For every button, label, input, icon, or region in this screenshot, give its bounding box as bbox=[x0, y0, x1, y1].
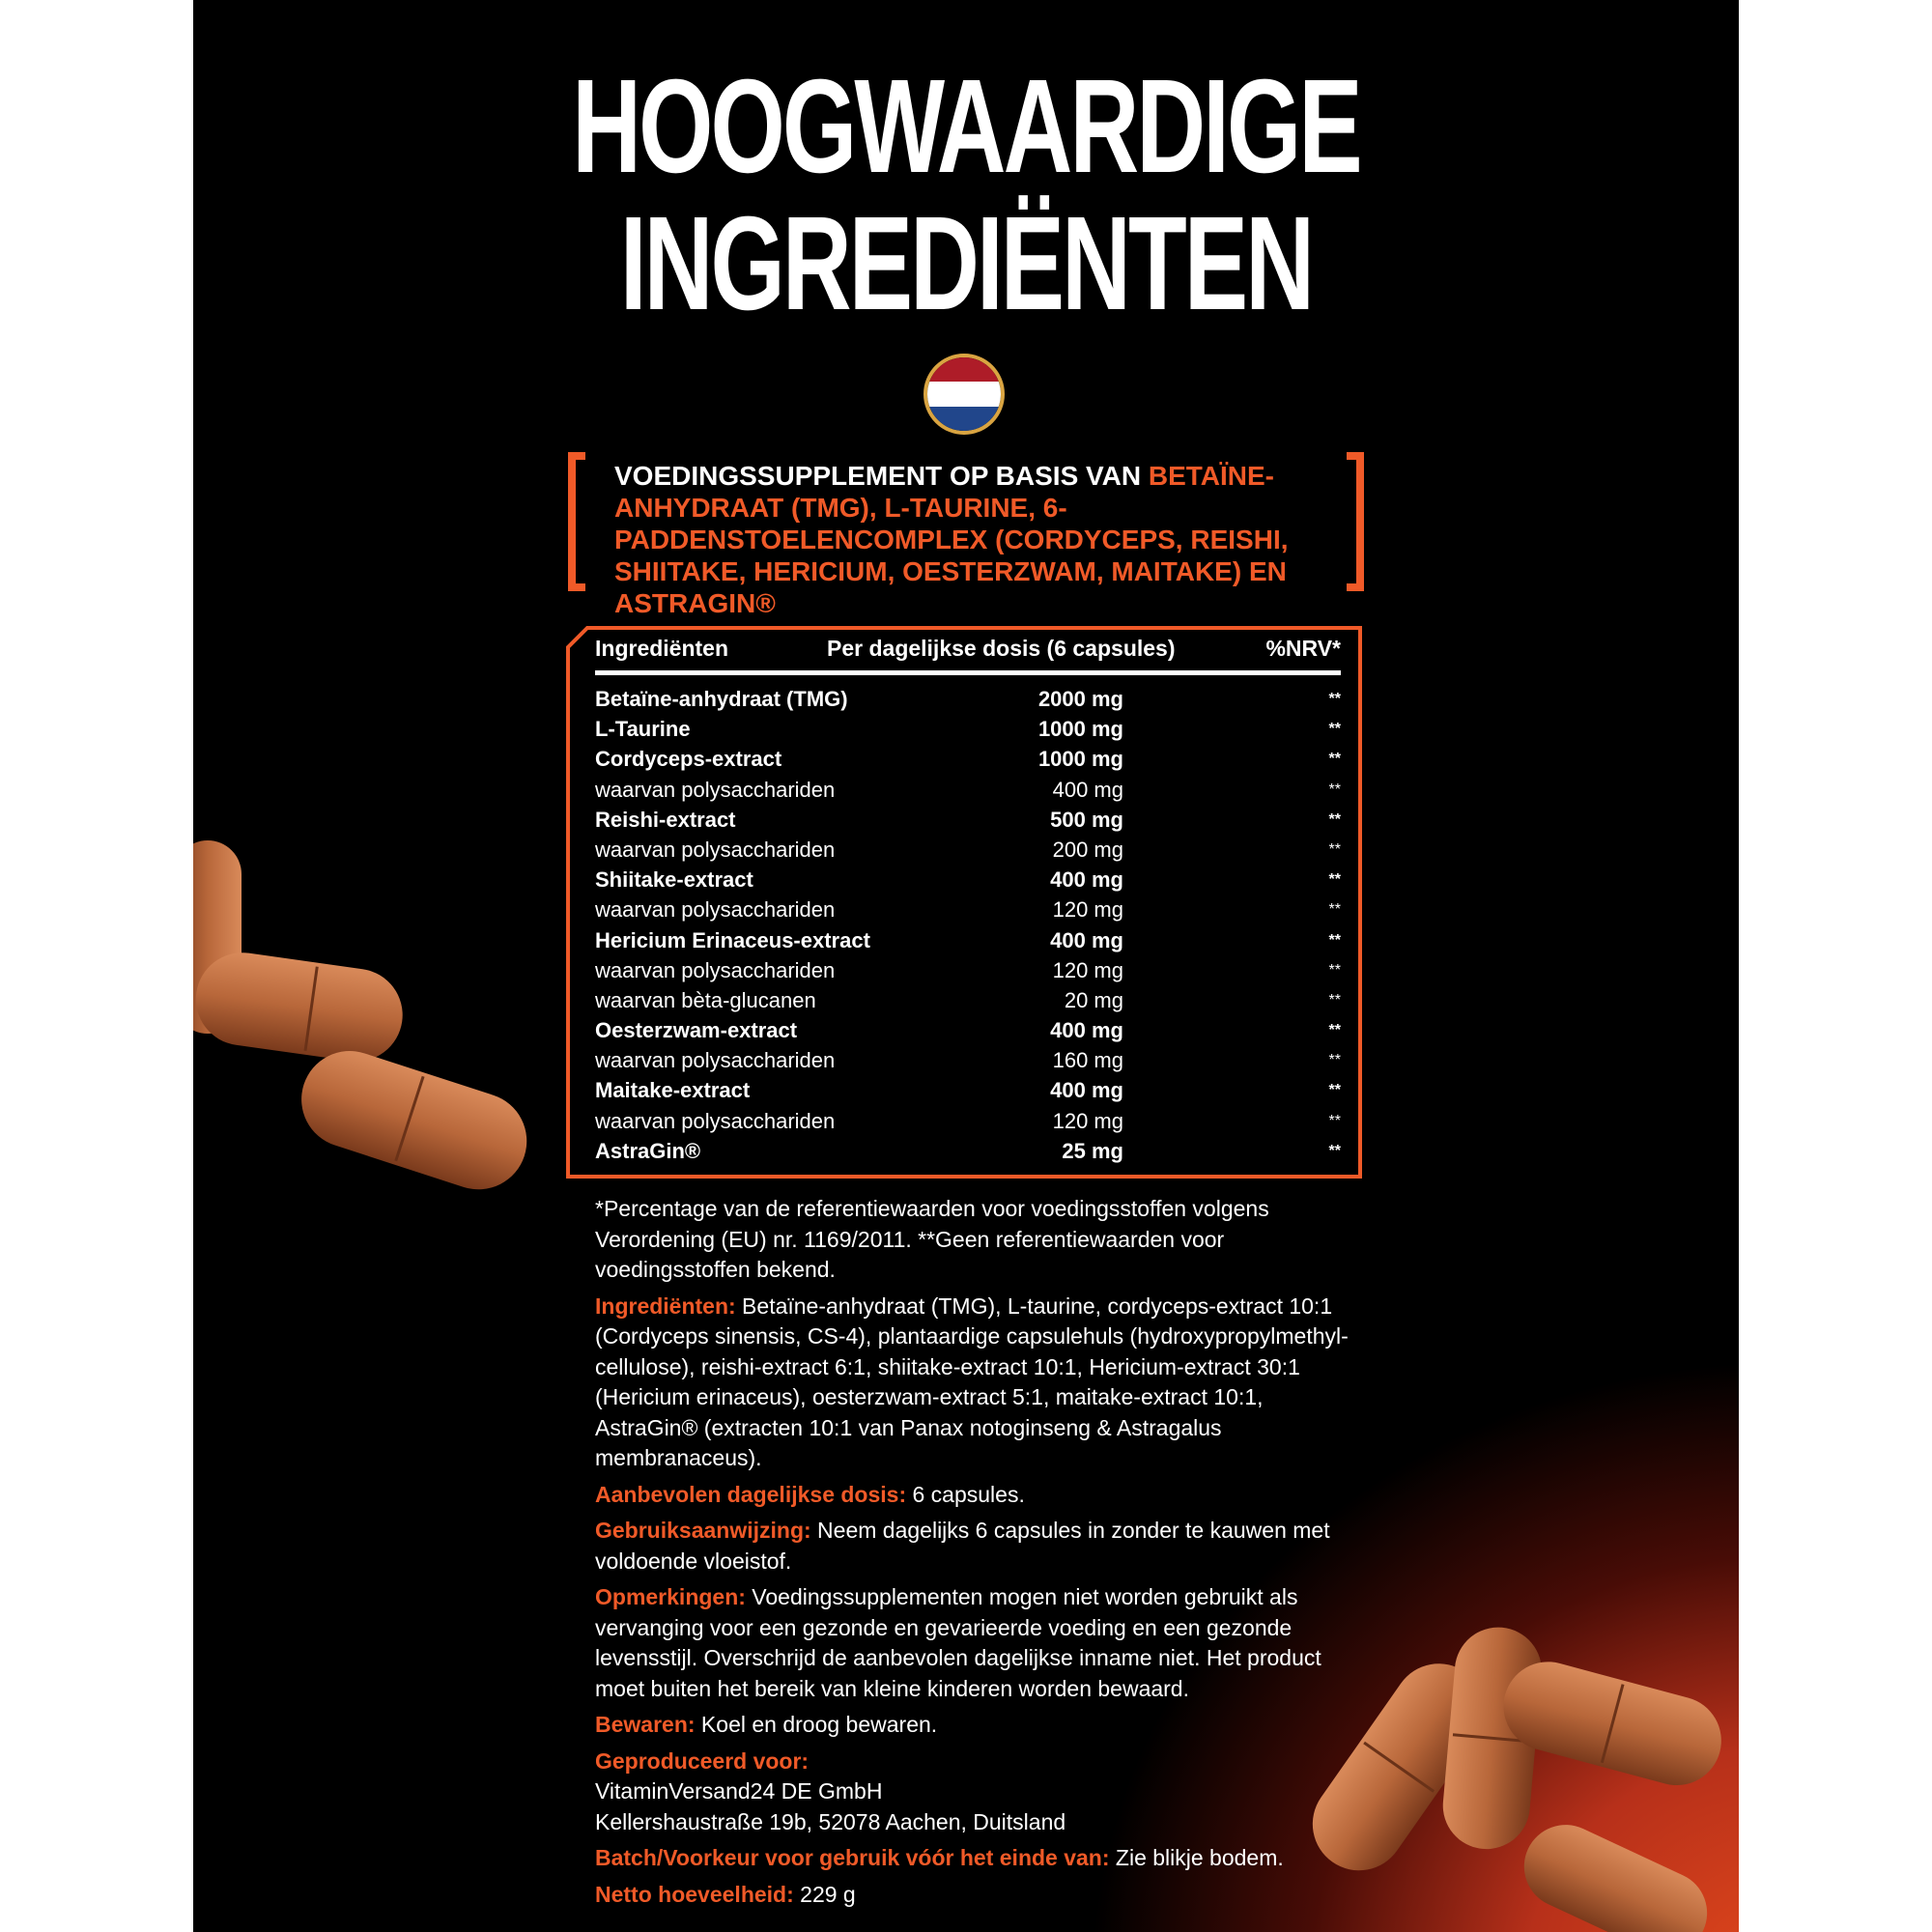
dose-section bbox=[595, 1480, 1368, 1511]
table-row bbox=[595, 1106, 1341, 1136]
supplement-description bbox=[614, 460, 1349, 619]
row-ingredient: waarvan bèta-glucanen bbox=[595, 987, 816, 1012]
table-row bbox=[595, 775, 1341, 805]
row-nrv: ** bbox=[1328, 840, 1341, 858]
dose-label: Aanbevolen dagelijkse dosis: bbox=[595, 1481, 907, 1507]
table-row bbox=[595, 1136, 1341, 1166]
storage-section bbox=[595, 1710, 1368, 1741]
description-highlight: BETAÏNE-ANHYDRAAT (TMG), L-TAURINE, 6-PADDENSTOELENCOMPLEX (CORDYCEPS, REISHI, SHIITAKE, HERICIUM, OESTERZWAM, MAITAKE) EN ASTRAGIN® bbox=[614, 461, 1289, 618]
row-ingredient: AstraGin® bbox=[595, 1138, 701, 1163]
row-dose: 400 mg bbox=[1050, 1078, 1123, 1103]
row-nrv: ** bbox=[1328, 810, 1341, 828]
row-dose: 400 mg bbox=[1052, 777, 1123, 802]
right-bracket bbox=[1347, 452, 1364, 591]
row-ingredient: waarvan polysacchariden bbox=[595, 957, 836, 982]
row-ingredient: Hericium Erinaceus-extract bbox=[595, 927, 870, 952]
ingredients-text: Betaïne-anhydraat (TMG), L-taurine, cordyceps-extract 10:1 (Cordyceps sinensis, CS-4), plantaardige capsulehuls (hydroxypropylmethyl-cellulose), reishi-extract 6:1, shiitake-extract 10:1, Hericium-extract 30:1 (Hericium erinaceus), oesterzwam-extract 5:1, maitake-extract 10:1, AstraGin® (extracten 10:1 van Panax notoginseng & Astragalus membranaceus). bbox=[595, 1293, 1349, 1470]
row-ingredient: waarvan polysacchariden bbox=[595, 1108, 836, 1133]
header-divider bbox=[595, 670, 1341, 675]
table-body bbox=[595, 684, 1341, 1166]
table-row bbox=[595, 895, 1341, 924]
row-dose: 500 mg bbox=[1050, 807, 1123, 832]
table-row bbox=[595, 1075, 1341, 1105]
header-dose: Per dagelijkse dosis (6 capsules) bbox=[827, 636, 1176, 661]
row-ingredient: Reishi-extract bbox=[595, 807, 736, 832]
row-ingredient: Maitake-extract bbox=[595, 1078, 751, 1103]
header-nrv: %NRV* bbox=[1265, 636, 1341, 661]
table-row bbox=[595, 955, 1341, 985]
remarks-label: Opmerkingen: bbox=[595, 1584, 746, 1609]
row-ingredient: L-Taurine bbox=[595, 717, 691, 742]
nutrition-table bbox=[564, 624, 1364, 1180]
batch-label: Batch/Voorkeur voor gebruik vóór het einde van: bbox=[595, 1845, 1110, 1870]
table-row bbox=[595, 1015, 1341, 1045]
row-ingredient: Cordyceps-extract bbox=[595, 747, 782, 772]
row-nrv: ** bbox=[1328, 991, 1341, 1009]
row-nrv: ** bbox=[1328, 751, 1341, 768]
description-prefix: VOEDINGSSUPPLEMENT OP BASIS VAN bbox=[614, 461, 1149, 491]
usage-label: Gebruiksaanwijzing: bbox=[595, 1518, 811, 1543]
row-dose: 400 mg bbox=[1050, 867, 1123, 893]
table-row bbox=[595, 684, 1341, 714]
table-row bbox=[595, 985, 1341, 1015]
row-nrv: ** bbox=[1328, 721, 1341, 738]
row-nrv: ** bbox=[1328, 1052, 1341, 1069]
row-ingredient: waarvan polysacchariden bbox=[595, 897, 836, 923]
row-dose: 400 mg bbox=[1050, 1018, 1123, 1043]
footnote: *Percentage van de referentiewaarden voor voedingsstoffen volgens Verordening (EU) nr. 1169/2011. **Geen referentiewaarden voor voedingsstoffen bekend. bbox=[595, 1196, 1269, 1282]
row-dose: 20 mg bbox=[1064, 987, 1123, 1012]
table-row bbox=[595, 865, 1341, 895]
ingredients-section bbox=[595, 1292, 1368, 1474]
row-nrv: ** bbox=[1328, 961, 1341, 979]
table-row bbox=[595, 744, 1341, 774]
table-row bbox=[595, 714, 1341, 744]
producer-label: Geproduceerd voor: bbox=[595, 1747, 810, 1774]
table-row bbox=[595, 925, 1341, 955]
dose-text: 6 capsules. bbox=[906, 1481, 1025, 1507]
row-dose: 160 mg bbox=[1052, 1048, 1123, 1073]
row-ingredient: Betaïne-anhydraat (TMG) bbox=[595, 687, 848, 711]
row-dose: 200 mg bbox=[1052, 837, 1123, 862]
net-quantity-label: Netto hoeveelheid: bbox=[595, 1881, 794, 1907]
batch-text: Zie blikje bodem. bbox=[1109, 1845, 1284, 1870]
capsules-right-illustration bbox=[1256, 1584, 1739, 1932]
left-bracket bbox=[568, 452, 585, 591]
net-quantity-text: 229 g bbox=[793, 1881, 856, 1907]
row-ingredient: waarvan polysacchariden bbox=[595, 837, 836, 862]
row-dose: 400 mg bbox=[1050, 927, 1123, 952]
title-line-1: HOOGWAARDIGE bbox=[572, 52, 1360, 201]
usage-section bbox=[595, 1516, 1368, 1577]
net-quantity-section bbox=[595, 1880, 1368, 1911]
title-line-2: INGREDIËNTEN bbox=[619, 189, 1313, 338]
row-dose: 1000 mg bbox=[1037, 747, 1123, 772]
row-dose: 120 mg bbox=[1052, 1108, 1123, 1133]
remarks-section bbox=[595, 1582, 1368, 1704]
row-dose: 1000 mg bbox=[1037, 717, 1123, 742]
storage-text: Koel en droog bewaren. bbox=[695, 1712, 938, 1737]
row-ingredient: waarvan polysacchariden bbox=[595, 777, 836, 802]
row-nrv: ** bbox=[1328, 1082, 1341, 1099]
producer-name: VitaminVersand24 DE GmbH bbox=[595, 1778, 883, 1804]
row-nrv: ** bbox=[1328, 901, 1341, 919]
row-nrv: ** bbox=[1328, 691, 1341, 707]
producer-address: Kellershaustraße 19b, 52078 Aachen, Duitsland bbox=[595, 1808, 1066, 1834]
table-row bbox=[595, 805, 1341, 835]
page-title bbox=[410, 52, 1522, 338]
remarks-text: Voedingssupplementen mogen niet worden gebruikt als vervanging voor een gezonde en gevarieerde voeding en een gezonde levensstijl. Overschrijd de aanbevolen dagelijkse inname niet. Het product moet buiten het bereik van kleine kinderen worden bewaard. bbox=[595, 1584, 1321, 1701]
row-dose: 120 mg bbox=[1052, 957, 1123, 982]
ingredients-label: Ingrediënten: bbox=[595, 1293, 736, 1319]
row-ingredient: waarvan polysacchariden bbox=[595, 1048, 836, 1073]
table-row bbox=[595, 1045, 1341, 1075]
row-nrv: ** bbox=[1328, 781, 1341, 798]
row-ingredient: Oesterzwam-extract bbox=[595, 1018, 798, 1043]
table-row bbox=[595, 835, 1341, 865]
row-ingredient: Shiitake-extract bbox=[595, 867, 753, 893]
product-notes bbox=[595, 1194, 1368, 1916]
header-ingredients: Ingrediënten bbox=[595, 636, 729, 661]
usage-text: Neem dagelijks 6 capsules in zonder te kauwen met voldoende vloeistof. bbox=[595, 1518, 1330, 1574]
row-dose: 120 mg bbox=[1052, 897, 1123, 923]
row-nrv: ** bbox=[1328, 931, 1341, 949]
row-dose: 25 mg bbox=[1062, 1138, 1123, 1163]
producer-section bbox=[595, 1747, 1368, 1838]
row-nrv: ** bbox=[1328, 1142, 1341, 1159]
row-dose: 2000 mg bbox=[1037, 687, 1123, 711]
batch-section bbox=[595, 1843, 1368, 1874]
product-info-panel bbox=[193, 0, 1739, 1932]
row-nrv: ** bbox=[1328, 1022, 1341, 1039]
row-nrv: ** bbox=[1328, 871, 1341, 889]
row-nrv: ** bbox=[1328, 1112, 1341, 1129]
netherlands-flag-icon bbox=[923, 354, 1005, 435]
storage-label: Bewaren: bbox=[595, 1712, 696, 1737]
capsules-left-illustration bbox=[193, 831, 580, 1198]
